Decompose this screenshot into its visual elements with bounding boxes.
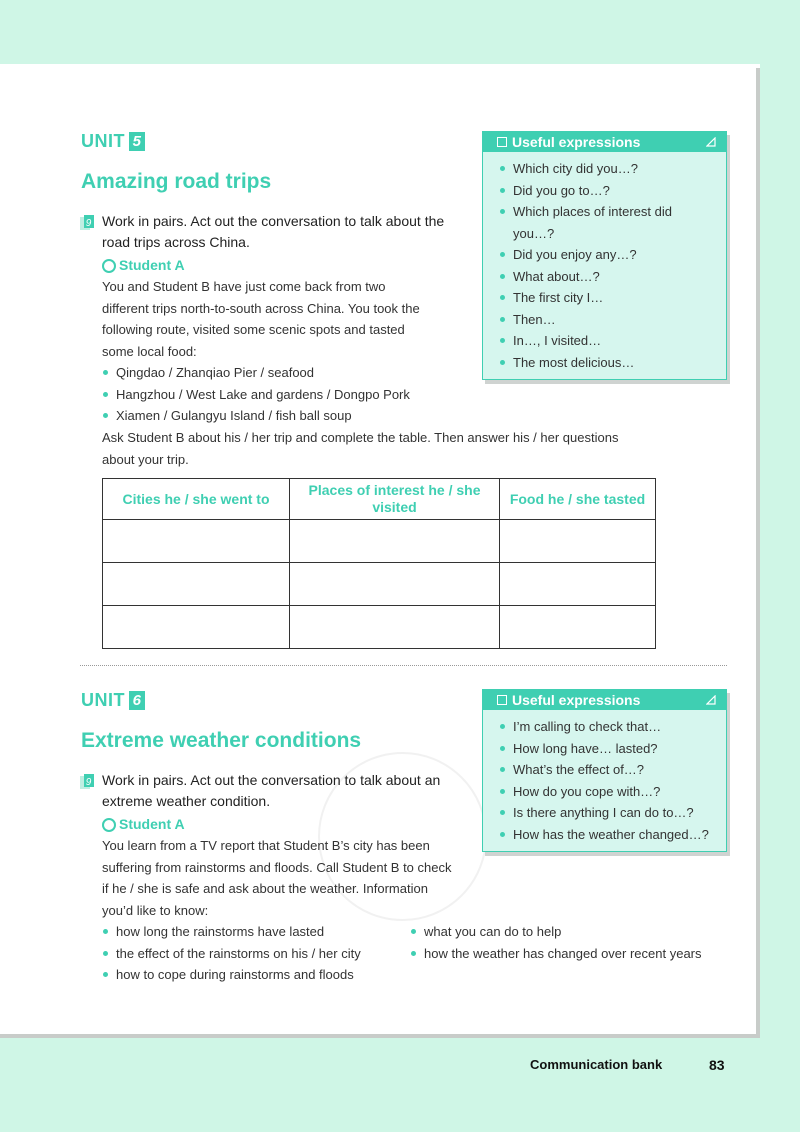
list-item: I’m calling to check that… (499, 716, 726, 738)
list-item: What’s the effect of…? (499, 759, 726, 781)
student-icon (102, 259, 116, 273)
list-item: Then… (499, 309, 726, 331)
unit-5-label: UNIT (81, 131, 125, 151)
unit-5-instruction: Work in pairs. Act out the conversation to talk about the road trips across China. (102, 213, 445, 250)
list-item: Did you enjoy any…? (499, 244, 726, 266)
list-item: How long have… lasted? (499, 738, 726, 760)
intro-line: following route, visited some scenic spots and tasted (102, 322, 405, 337)
list-item: How do you cope with…? (499, 781, 726, 803)
intro-line: You and Student B have just come back from two (102, 279, 386, 294)
table-cell[interactable] (500, 563, 656, 606)
list-item: what you can do to help (410, 921, 702, 943)
intro-line: you’d like to know: (102, 902, 209, 918)
list-item: the effect of the rainstorms on his / her city (102, 943, 361, 965)
svg-text:9: 9 (85, 777, 92, 788)
page-shadow-right (756, 68, 760, 1038)
useful-expressions-heading: Useful expressions (512, 692, 641, 708)
unit-5-intro (102, 276, 420, 362)
unit-6-info-list-right (410, 921, 702, 964)
list-item: The most delicious… (499, 352, 726, 374)
unit-5-task (102, 427, 618, 470)
table-cell[interactable] (103, 606, 290, 649)
unit-6-number: 6 (129, 691, 145, 710)
intro-line: You learn from a TV report that Student B’s city has been (102, 838, 430, 853)
page-shadow (0, 1034, 756, 1038)
intro-line: some local food: (102, 343, 197, 359)
table-cell[interactable] (500, 606, 656, 649)
table-cell[interactable] (500, 520, 656, 563)
table-cell[interactable] (103, 563, 290, 606)
unit-6-student-text: Student A (119, 816, 185, 832)
task-line: about your trip. (102, 451, 189, 467)
unit-5-student-text: Student A (119, 257, 185, 273)
pair-work-icon (80, 774, 94, 790)
list-item: how the weather has changed over recent years (410, 943, 702, 965)
unit-6-title: Extreme weather conditions (81, 729, 362, 752)
list-item: Qingdao / Zhanqiao Pier / seafood (102, 362, 410, 384)
unit-6-useful-expressions (482, 689, 727, 852)
list-item: how to cope during rainstorms and floods (102, 964, 361, 986)
footer-section-title: Communication bank (530, 1057, 663, 1072)
table-row (103, 606, 656, 649)
table-cell[interactable] (290, 520, 500, 563)
table-header: Food he / she tasted (500, 479, 656, 520)
svg-text:9: 9 (85, 218, 92, 229)
corner-triangle-icon (706, 137, 716, 147)
useful-expressions-list (483, 710, 726, 851)
list-item: Xiamen / Gulangyu Island / fish ball soup (102, 405, 410, 427)
unit-5-useful-expressions (482, 131, 727, 380)
list-item: Hangzhou / West Lake and gardens / Dongpo Pork (102, 384, 410, 406)
corner-triangle-icon (706, 695, 716, 705)
section-divider (80, 665, 727, 666)
unit-6-instruction: Work in pairs. Act out the conversation to talk about an extreme weather condition. (102, 772, 441, 809)
task-line: Ask Student B about his / her trip and complete the table. Then answer his / her questions (102, 430, 619, 445)
unit-5-route-list (102, 362, 410, 427)
table-row (103, 563, 656, 606)
checkbox-icon (497, 695, 507, 705)
list-item: how long the rainstorms have lasted (102, 921, 361, 943)
useful-expressions-list (483, 152, 726, 379)
trip-table (102, 478, 656, 649)
list-item: In…, I visited… (499, 330, 726, 352)
list-item: Which places of interest did you…? (499, 201, 689, 244)
unit-5-title: Amazing road trips (81, 170, 272, 193)
page-number: 83 (709, 1057, 725, 1073)
intro-line: different trips north-to-south across China. You took the (102, 300, 420, 316)
checkbox-icon (497, 137, 507, 147)
list-item: How has the weather changed…? (499, 824, 726, 846)
unit-6-heading (81, 690, 145, 711)
pair-work-icon (80, 215, 94, 231)
unit-6-label: UNIT (81, 690, 125, 710)
table-header: Places of interest he / she visited (290, 479, 500, 520)
list-item: What about…? (499, 266, 726, 288)
table-cell[interactable] (290, 606, 500, 649)
unit-6-info-list-left (102, 921, 361, 986)
unit-5-number: 5 (129, 132, 145, 151)
unit-5-heading (81, 131, 145, 152)
list-item: Is there anything I can do to…? (499, 802, 726, 824)
useful-expressions-header (483, 132, 726, 152)
list-item: The first city I… (499, 287, 726, 309)
student-icon (102, 818, 116, 832)
table-header: Cities he / she went to (103, 479, 290, 520)
useful-expressions-header (483, 690, 726, 710)
list-item: Did you go to…? (499, 180, 726, 202)
table-cell[interactable] (290, 563, 500, 606)
intro-line: if he / she is safe and ask about the weather. Information (102, 881, 428, 896)
table-row (103, 520, 656, 563)
unit-5-student-label (102, 257, 185, 273)
unit-6-intro (102, 835, 451, 921)
unit-6-student-label (102, 816, 185, 832)
useful-expressions-heading: Useful expressions (512, 134, 641, 150)
table-cell[interactable] (103, 520, 290, 563)
table-header-row (103, 479, 656, 520)
intro-line: suffering from rainstorms and floods. Call Student B to check (102, 859, 452, 875)
list-item: Which city did you…? (499, 158, 726, 180)
